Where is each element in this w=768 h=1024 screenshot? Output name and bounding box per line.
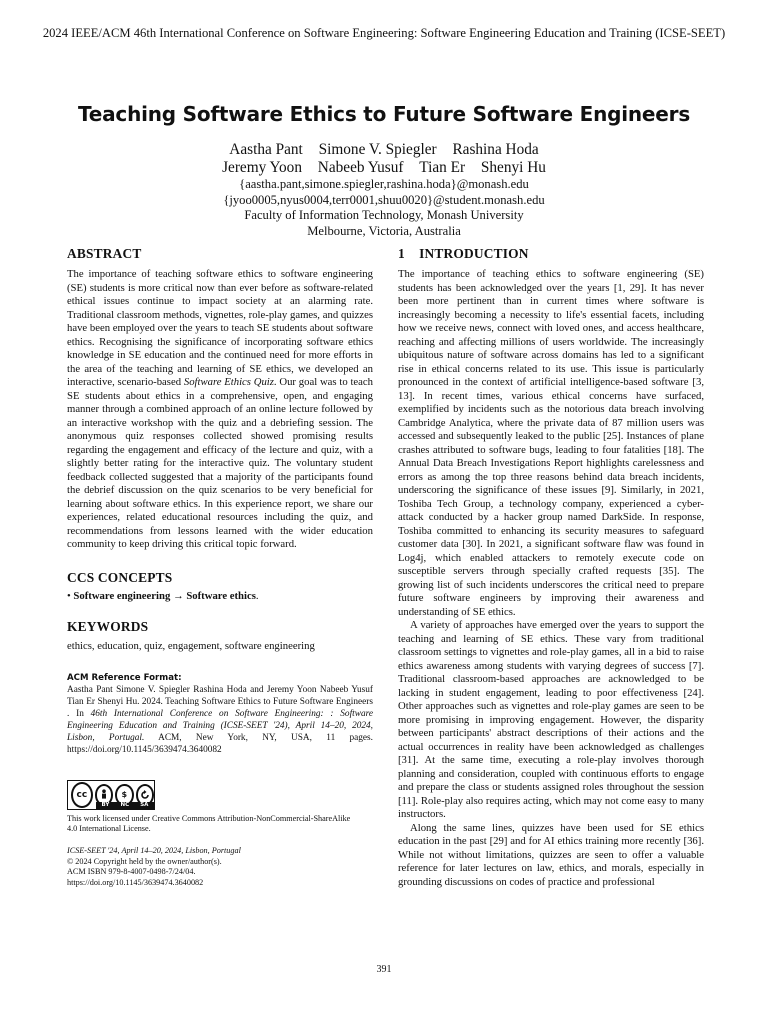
- affiliation-block: [40, 177, 728, 239]
- license-section: [67, 776, 373, 835]
- intro-paragraph-2: A variety of approaches have emerged over the years to support the teaching and learning of SE ethics. These vary from traditional classroom settings to vignettes and role-play games, all in a bid to raise ethics awareness among students with varying degrees of success [7]. Traditional classroom-based approaches are acknowledged to be lacking in student engagement, leading to poor effectiveness [24]. Other approaches such as vignettes and role-play games are seen to be more promising in improving engagement. However, the disparity between participants' abstract descriptions of their actions and the actual occurrences in reality have been acknowledged as challenges [31]. At the same time, executing a role-play involves thorough planning and consideration, coupled with continuous efforts to engage and prepare the class or students assigned roles throughout the session [11]. Role-play also requires acting, which may not come easy to many instructors.: [398, 619, 704, 820]
- noncommercial-icon: $: [115, 784, 133, 806]
- license-line-2: 4.0 International License.: [67, 823, 151, 833]
- isbn-line: ACM ISBN 979-8-4007-0498-7/24/04.: [67, 867, 196, 877]
- author-name: Rashina Hoda: [452, 141, 539, 158]
- affiliation-faculty: Faculty of Information Technology, Monash University: [244, 208, 524, 223]
- author-name: Jeremy Yoon: [222, 159, 302, 176]
- author-list: [40, 141, 728, 177]
- creative-commons-badge: [67, 780, 155, 810]
- ccs-concept: Software engineering → Software ethics: [73, 589, 256, 602]
- right-column: [398, 246, 704, 889]
- ccs-heading: CCS CONCEPTS: [67, 569, 173, 585]
- author-name: Nabeeb Yusuf: [317, 159, 404, 176]
- author-name: Shenyi Hu: [480, 159, 546, 176]
- copyright-line: © 2024 Copyright held by the owner/author(s).: [67, 856, 222, 866]
- venue-line: ICSE-SEET '24, April 14–20, 2024, Lisbon, Portugal: [67, 846, 241, 856]
- bullet: •: [67, 589, 71, 602]
- author-row-1: [40, 141, 728, 159]
- badge-label-by: BY: [101, 801, 110, 808]
- reference-venue: 46th International Conference on Software Engineering: : Software Engineering Education and Training (ICSE-SEET '24), April 14–20, 2024, Lisbon, Portugal.: [67, 708, 373, 743]
- keywords-text: ethics, education, quiz, engagement, software engineering: [67, 640, 315, 652]
- abstract-text-part: . Our goal was to teach SE students about ethics in a comprehensive, open, and engaging manner through a combined approach of an online lecture followed by an interactive workshop with the quiz and a debriefing session. The anonymous quiz responses collected showed promising results regarding the engagement and efficacy of the lecture and quiz, with a slightly better rating for the interactive quiz. The voluntary student feedback collected suggested that a majority of the participants found the debrief discussion on the quiz scenarios to be very beneficial for learning about software ethics. In this experience report, we share our experiences, related educational resources including the quiz, and recommendations from lessons learned with the wider education community to keep driving this critical topic forward.: [67, 376, 373, 550]
- author-name: Tian Er: [419, 159, 466, 176]
- abstract-quiz-title: Software Ethics Quiz: [183, 376, 274, 388]
- keywords-heading: KEYWORDS: [67, 619, 149, 634]
- reference-format-text: [67, 684, 373, 756]
- author-name: Simone V. Spiegler: [318, 141, 437, 158]
- footer-meta: [67, 846, 373, 888]
- badge-labels: [96, 802, 154, 809]
- reference-text-part: ACM, New York, NY, USA, 11 pages. https://doi.org/10.1145/3639474.3640082: [67, 732, 373, 755]
- page-number: 391: [376, 964, 392, 975]
- author-row-2: [40, 159, 728, 177]
- introduction-heading: 1 INTRODUCTION: [398, 246, 529, 261]
- intro-paragraph-3: Along the same lines, quizzes have been used for SE ethics education in the past [29] and for AI ethics training more recently [36]. While not without limitations, quizzes are seen to offer a valuable reference for later lectures on law, ethics, and morals, especially in grounding discussions on codes of practice and professional: [398, 821, 704, 888]
- author-name: Aastha Pant: [229, 141, 303, 158]
- cc-icon: cc: [71, 782, 93, 808]
- abstract-heading: ABSTRACT: [67, 246, 142, 261]
- author-emails-students: {jyoo0005,nyus0004,terr0001,shuu0020}@student.monash.edu: [223, 192, 545, 207]
- reference-text-part: Aastha Pant Simone V. Spiegler Rashina Hoda and Jeremy Yoon Nabeeb Yusuf Tian Er Shenyi Hu. 2024. Teaching Software Ethics to Future Software Engineers . In: [67, 684, 373, 719]
- author-emails-staff: {aastha.pant,simone.spiegler,rashina.hoda}@monash.edu: [239, 177, 529, 191]
- acm-reference-format: [67, 672, 373, 756]
- reference-format-heading: ACM Reference Format:: [67, 672, 182, 683]
- badge-label-sa: SA: [140, 801, 149, 808]
- conference-header: 2024 IEEE/ACM 46th International Conference on Software Engineering: Software Engineering Education and Training (ICSE-SEET): [42, 26, 726, 40]
- doi-line: https://doi.org/10.1145/3639474.3640082: [67, 877, 204, 887]
- ccs-concept-item: [67, 590, 373, 604]
- paper-title: Teaching Software Ethics to Future Software Engineers: [77, 102, 691, 126]
- license-line-1: This work licensed under Creative Commons Attribution-NonCommercial-ShareAlike: [67, 813, 351, 823]
- left-column: [67, 246, 373, 888]
- abstract-text-part: The importance of teaching software ethics to software engineering (SE) students is more critical now than ever before as software-related ethical issues continue to impact society at an alarming rate. Traditional classroom methods, vignettes, role-play games, and quizzes have been employed over the years to teach SE students about software ethics. Recognising the significance of incorporating software ethics knowledge in SE education and the continued need for more efforts in the area of the teaching and learning of SE ethics, we developed an interactive, scenario-based: [67, 268, 373, 388]
- intro-paragraph-1: The importance of teaching ethics to software engineering (SE) students has been acknowledged over the years [1, 29]. It has never been more pertinent than in current times where software is increasingly becoming a necessity to life's essential facets, including how we receive news, connect with loved ones, and access healthcare, reaching and affecting millions of users worldwide. The increasingly ubiquitous nature of software across domains has led to a significant rise in ethical concerns related to its use. This issue is particularly pronounced in the context of artificial intelligence-based software [3, 13]. In recent times, various ethical concerns have surfaced, exemplified by incidents such as the notorious data breach involving Cambridge Analytica, where the private data of 87 million users was accessed and subsequently leaked to the public [25]. Instances of plane crashes attributed to software bugs, leading to four fatalities [18]. The Annual Data Breach Investigations Report highlights carelessness and errors as among the top three reasons behind data breach incidents, underscoring the significance of these issues [9]. Similarly, in 2021, Toshiba Tech Group, a technology company, experienced a cyber-attack conducted by a hacker group named DarkSide. In response, Toshiba committed to enhancing its security measures to safeguard customer data [30]. In 2021, a significant software flaw was found in Log4j, which enabled attackers to remotely execute code on susceptible servers through specially crafted requests [35]. The growing list of such incidents underscores the critical need to prepare future software engineers by improving their awareness and understanding of SE ethics.: [398, 268, 704, 618]
- badge-label-nc: NC: [120, 801, 130, 808]
- affiliation-location: Melbourne, Victoria, Australia: [307, 223, 461, 238]
- ccs-concept-end: .: [255, 589, 259, 602]
- abstract-text: [67, 268, 373, 552]
